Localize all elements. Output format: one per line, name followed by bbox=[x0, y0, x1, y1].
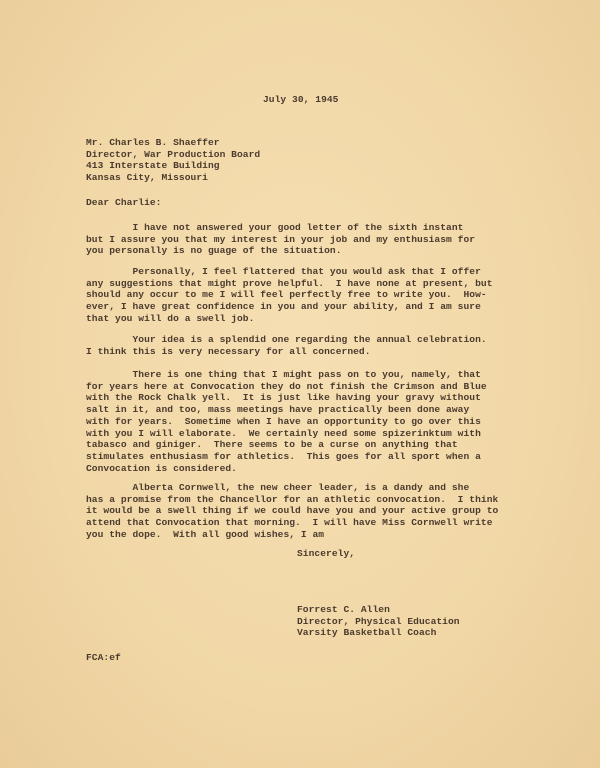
text-line: tabasco and giniger. There seems to be a curse on anything that bbox=[86, 439, 458, 451]
paragraph-4 bbox=[86, 369, 487, 474]
text-line: with for years. Sometime when I have an opportunity to go over this bbox=[86, 415, 481, 427]
address-line: Director, War Production Board bbox=[86, 148, 261, 160]
text-line: ever, I have great confidence in you and your ability, and I am sure bbox=[86, 301, 481, 313]
text-line: stimulates enthusiasm for athletics. This goes for all sport when a bbox=[86, 450, 481, 462]
text-line: Convocation is considered. bbox=[86, 462, 237, 474]
text-line: Personally, I feel flattered that you would ask that I offer bbox=[86, 266, 481, 277]
text-line: attend that Convocation that morning. I will have Miss Cornwell write bbox=[86, 517, 493, 529]
text-line: any suggestions that might prove helpful. I have none at present, but bbox=[86, 277, 493, 289]
paragraph-3 bbox=[86, 334, 487, 357]
reference-initials: FCA:ef bbox=[86, 652, 121, 663]
signer-title: Varsity Basketball Coach bbox=[297, 627, 437, 639]
text-line: salt in it, and too, mass meetings have practically been done away bbox=[86, 404, 470, 416]
text-line: you the dope. With all good wishes, I am bbox=[86, 528, 325, 540]
signer-title: Director, Physical Education bbox=[297, 615, 460, 627]
text-line: but I assure you that my interest in your job and my enthusiasm for bbox=[86, 233, 476, 245]
signer-name: Forrest C. Allen bbox=[297, 604, 390, 615]
text-line: I think this is very necessary for all concerned. bbox=[86, 345, 371, 357]
text-line: There is one thing that I might pass on to you, namely, that bbox=[86, 369, 481, 380]
text-line: for years here at Convocation they do not finish the Crimson and Blue bbox=[86, 380, 487, 392]
text-line: Alberta Cornwell, the new cheer leader, is a dandy and she bbox=[86, 482, 470, 493]
signature-block bbox=[297, 604, 460, 639]
text-line: it would be a swell thing if we could have you and your active group to bbox=[86, 505, 499, 517]
text-line: with you I will elaborate. We certainly need some spizerinktum with bbox=[86, 427, 481, 439]
text-line: should any occur to me I will feel perfectly free to write you. How- bbox=[86, 289, 487, 301]
closing: Sincerely, bbox=[297, 548, 356, 559]
letter-date: July 30, 1945 bbox=[263, 94, 339, 105]
text-line: I have not answered your good letter of the sixth instant bbox=[86, 222, 464, 233]
salutation: Dear Charlie: bbox=[86, 197, 162, 208]
text-line: you personally is no guage of the situation. bbox=[86, 245, 342, 257]
text-line: that you will do a swell job. bbox=[86, 312, 255, 324]
paragraph-1 bbox=[86, 222, 475, 257]
address-line: Kansas City, Missouri bbox=[86, 172, 208, 184]
address-line: Mr. Charles B. Shaeffer bbox=[86, 137, 220, 148]
address-line: 413 Interstate Building bbox=[86, 160, 220, 172]
paragraph-5 bbox=[86, 482, 498, 541]
paragraph-2 bbox=[86, 266, 493, 325]
recipient-address bbox=[86, 137, 260, 184]
text-line: has a promise from the Chancellor for an athletic convocation. I think bbox=[86, 493, 499, 505]
text-line: with the Rock Chalk yell. It is just like having your gravy without bbox=[86, 392, 481, 404]
text-line: Your idea is a splendid one regarding the annual celebration. bbox=[86, 334, 487, 345]
